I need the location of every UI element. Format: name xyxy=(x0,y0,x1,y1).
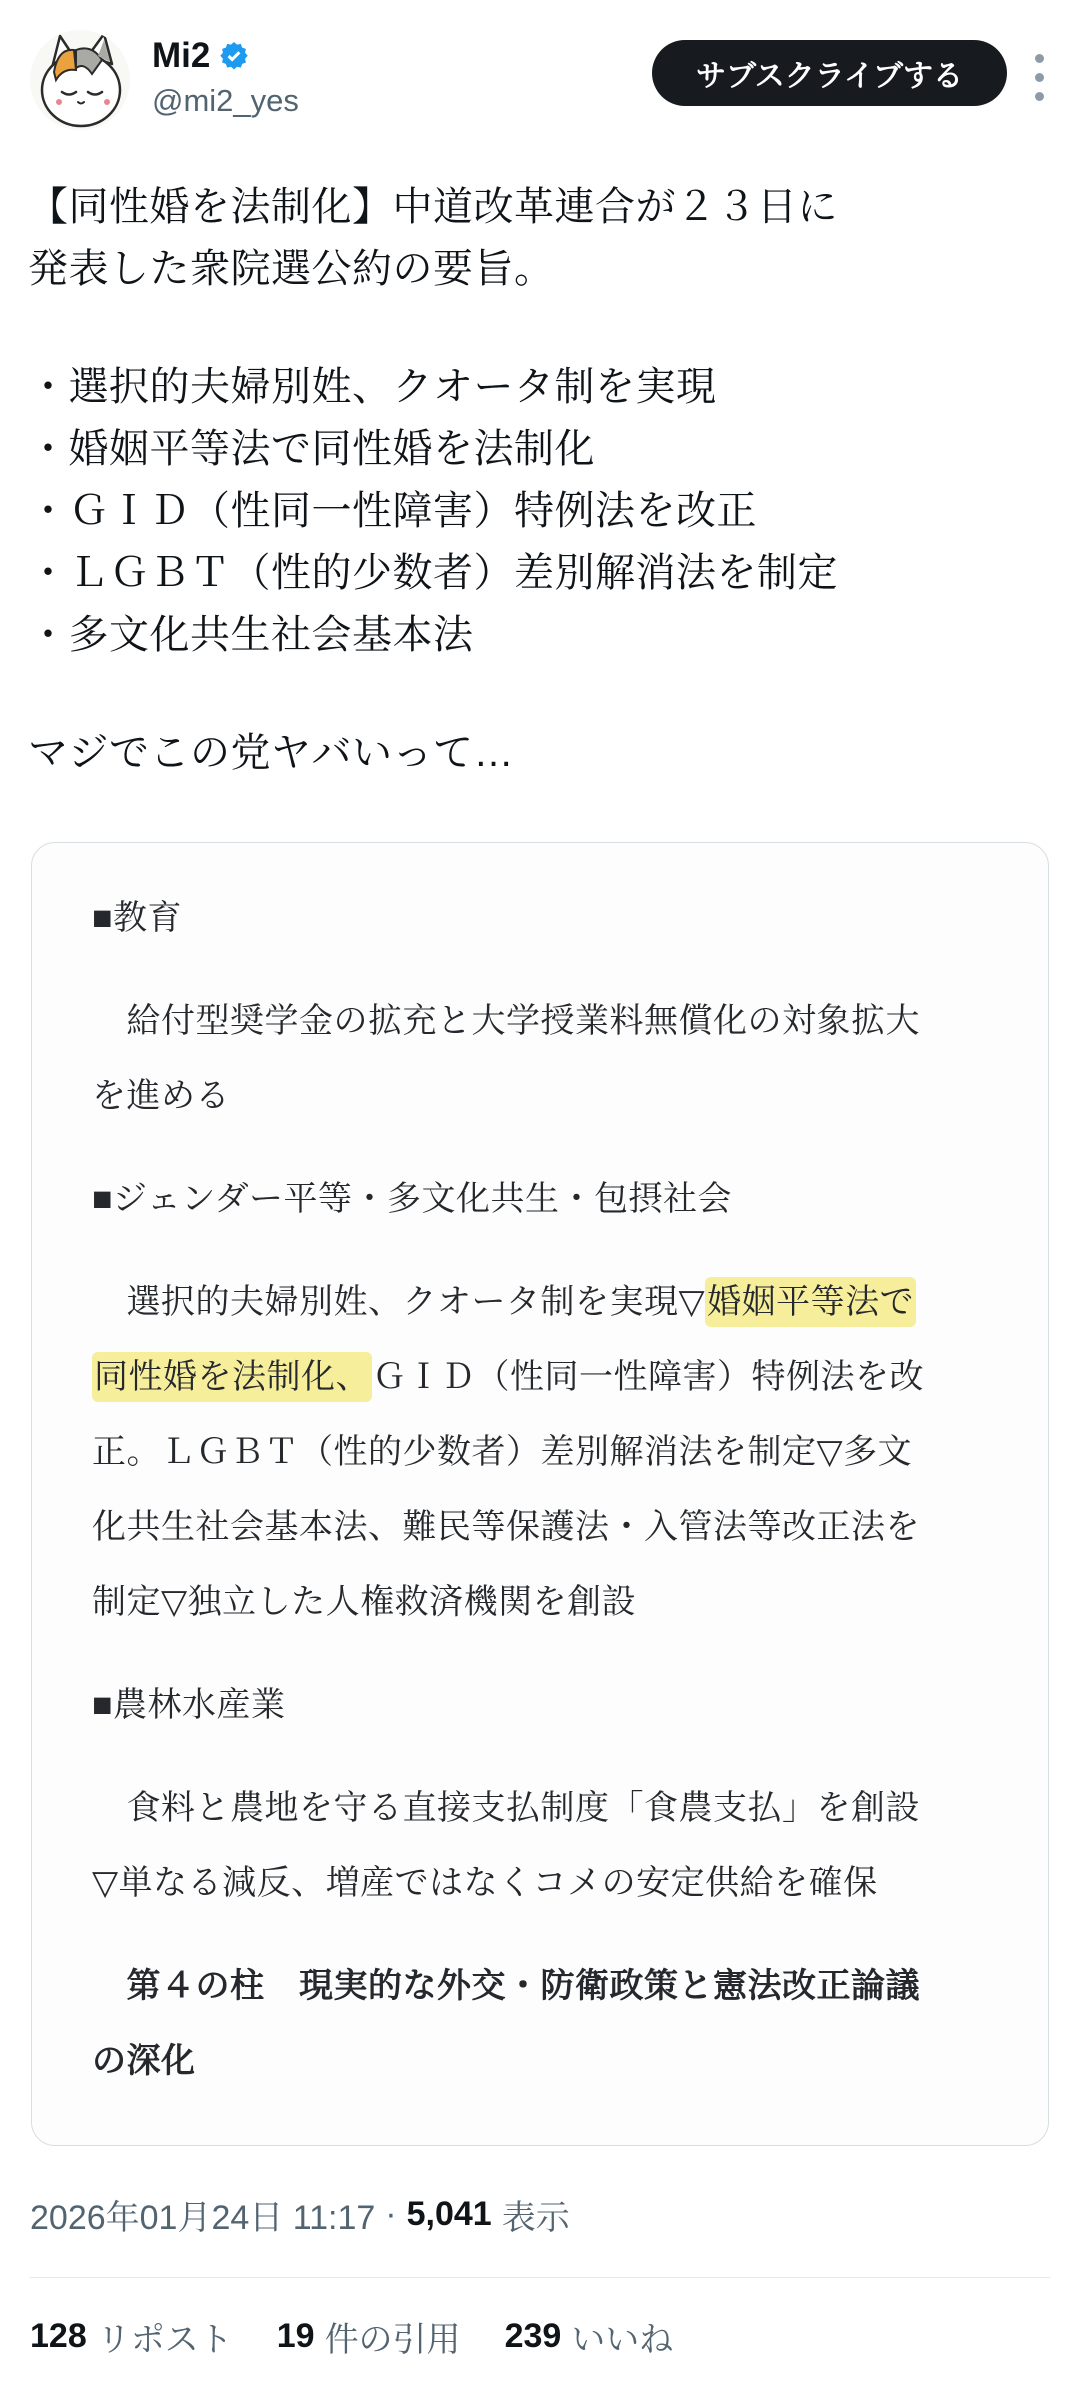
timestamp-row xyxy=(30,2190,1050,2239)
card-line: を進める xyxy=(92,1077,230,1115)
tweet-bullet: ・ＧＩＤ（性同一性障害）特例法を改正 xyxy=(28,489,757,533)
tweet-bullet: ・ＬＧＢＴ（性的少数者）差別解消法を制定 xyxy=(28,551,838,595)
card-line: ＧＩＤ（性同一性障害）特例法を改 xyxy=(372,1358,924,1396)
card-line: 正。ＬＧＢＴ（性的少数者）差別解消法を制定▽多文 xyxy=(92,1433,913,1471)
card-line: ▽単なる減反、増産ではなくコメの安定供給を確保 xyxy=(92,1864,878,1902)
tweet-datetime: 2026年01月24日 11:17 xyxy=(30,2199,376,2237)
display-name[interactable]: Mi2 xyxy=(152,36,211,75)
reposts-stat[interactable] xyxy=(30,2312,233,2361)
tweet-paragraph xyxy=(28,722,1052,784)
avatar[interactable] xyxy=(30,30,130,130)
tweet-paragraph xyxy=(28,176,1052,300)
card-line: 選択的夫婦別姓、クオータ制を実現▽ xyxy=(92,1283,706,1321)
tweet-line: マジでこの党ヤバいって… xyxy=(28,731,514,775)
user-info xyxy=(152,30,299,119)
card-heading-education: ■教育 xyxy=(92,899,183,937)
tweet-text xyxy=(28,176,1052,784)
tweet-bullet-list xyxy=(28,356,1052,666)
card-pillar-heading xyxy=(92,1949,992,2099)
views-count: 5,041 xyxy=(406,2195,492,2233)
subscribe-button[interactable]: サブスクライブする xyxy=(652,40,1007,106)
highlighted-text: 婚姻平等法で xyxy=(705,1277,916,1327)
tweet-bullet: ・多文化共生社会基本法 xyxy=(28,613,474,657)
cat-avatar-image xyxy=(30,30,130,130)
card-heading-gender: ■ジェンダー平等・多文化共生・包摂社会 xyxy=(92,1180,732,1218)
quotes-count: 19 xyxy=(276,2317,315,2355)
card-line: 食料と農地を守る直接支払制度「食農支払」を創設 xyxy=(92,1789,920,1827)
reposts-count: 128 xyxy=(30,2317,87,2355)
reposts-label: リポスト xyxy=(96,2321,233,2359)
card-line: の深化 xyxy=(92,2042,196,2080)
likes-stat[interactable] xyxy=(505,2312,674,2361)
tweet-media-image[interactable] xyxy=(31,842,1049,2146)
engagement-stats xyxy=(30,2312,1050,2361)
tweet-header xyxy=(0,0,1080,130)
verified-badge-icon xyxy=(218,40,250,72)
card-education-paragraph xyxy=(92,984,992,1134)
dot-separator: · xyxy=(385,2195,397,2233)
more-menu-icon[interactable] xyxy=(1029,40,1050,115)
tweet-bullet: ・選択的夫婦別姓、クオータ制を実現 xyxy=(28,365,717,409)
user-handle[interactable]: @mi2_yes xyxy=(152,83,299,119)
quotes-label: 件の引用 xyxy=(324,2321,461,2359)
card-gender-paragraph xyxy=(92,1265,992,1640)
views-label: 表示 xyxy=(501,2199,570,2237)
tweet-line: 【同性婚を法制化】中道改革連合が２３日に xyxy=(28,185,838,229)
card-line: 給付型奨学金の拡充と大学授業料無償化の対象拡大 xyxy=(92,1002,920,1040)
tweet-line: 発表した衆院選公約の要旨。 xyxy=(28,247,555,291)
card-line: 化共生社会基本法、難民等保護法・入管法等改正法を xyxy=(92,1508,920,1546)
header-actions xyxy=(652,30,1050,115)
card-heading-agriculture: ■農林水産業 xyxy=(92,1686,286,1724)
card-line: 第４の柱 現実的な外交・防衛政策と憲法改正論議 xyxy=(92,1967,920,2005)
divider xyxy=(30,2277,1050,2278)
card-line: 制定▽独立した人権救済機関を創設 xyxy=(92,1583,637,1621)
tweet-bullet: ・婚姻平等法で同性婚を法制化 xyxy=(28,427,595,471)
card-agriculture-paragraph xyxy=(92,1771,992,1921)
quotes-stat[interactable] xyxy=(277,2312,461,2361)
likes-label: いいね xyxy=(571,2321,674,2359)
likes-count: 239 xyxy=(504,2317,562,2355)
highlighted-text: 同性婚を法制化、 xyxy=(92,1352,372,1402)
